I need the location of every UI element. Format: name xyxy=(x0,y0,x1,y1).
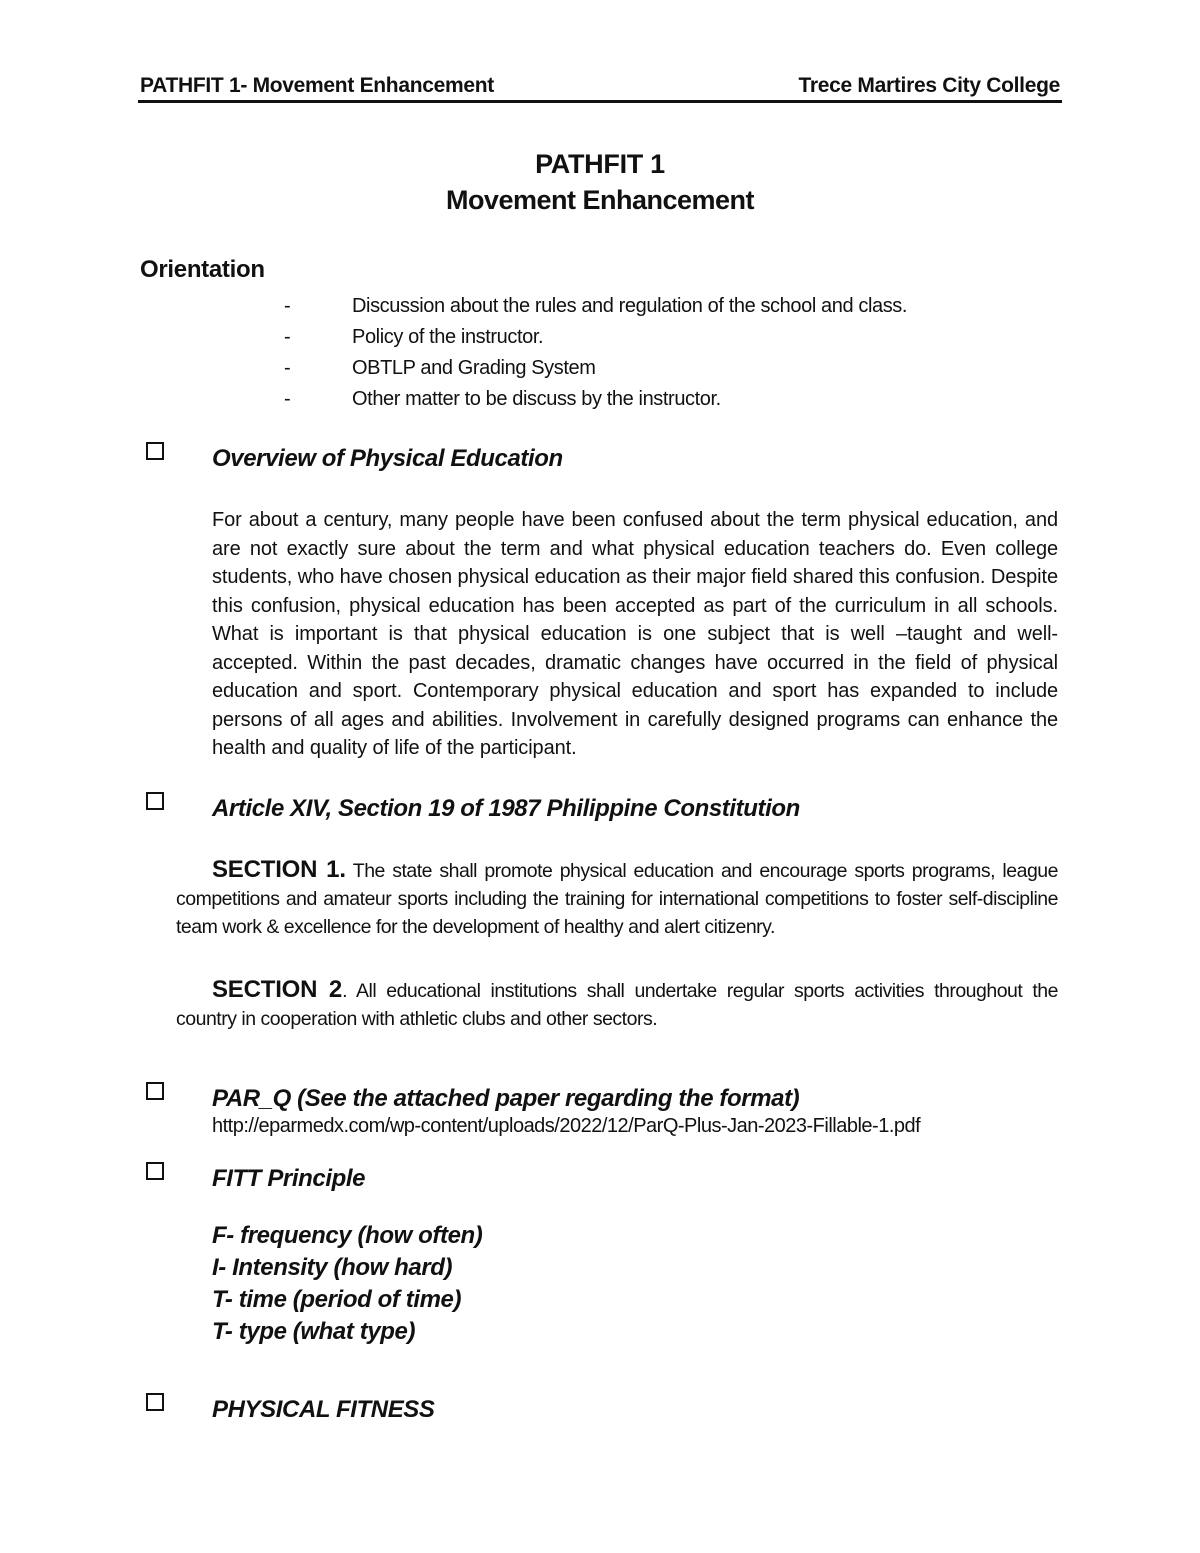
list-item xyxy=(284,291,907,322)
orientation-list xyxy=(284,291,907,415)
title-line-2: Movement Enhancement xyxy=(445,185,755,215)
list-item-text: Other matter to be discuss by the instructor. xyxy=(352,388,721,410)
constitution-title: Article XIV, Section 19 of 1987 Philippine Constitution xyxy=(212,795,800,822)
section-1-label: SECTION 1. xyxy=(212,856,346,883)
header-divider xyxy=(138,100,1062,103)
dash-bullet: - xyxy=(284,326,291,348)
section-1-paragraph xyxy=(176,856,1058,941)
parq-section-heading xyxy=(146,1084,800,1112)
overview-paragraph: For about a century, many people have been confused about the term physical education, and are not exactly sure about the term and what physical education teachers do. Even college students, who have chosen physical education as their major field shared this confusion. Despite this confusion, physical education has been accepted as part of the curriculum in all schools. What is important is that physical education is one subject that is well –taught and well-accepted. Within the past decades, dramatic changes have occurred in the field of physical education and sport. Contemporary physical education and sport has expanded to include persons of all ages and abilities. Involvement in carefully designed programs can enhance the health and quality of life of the participant. xyxy=(212,509,1058,759)
dash-bullet: - xyxy=(284,388,291,410)
fitt-list xyxy=(212,1220,482,1348)
fitt-title: FITT Principle xyxy=(212,1165,366,1192)
checkbox-bullet-icon xyxy=(146,1082,164,1100)
dash-bullet: - xyxy=(284,295,291,317)
fitt-section-heading xyxy=(146,1164,366,1192)
overview-section-heading xyxy=(146,444,563,472)
header-course-title: PATHFIT 1- Movement Enhancement xyxy=(140,74,494,97)
list-item-text: Discussion about the rules and regulation of the school and class. xyxy=(352,295,908,317)
list-item xyxy=(284,353,907,384)
list-item: I- Intensity (how hard) xyxy=(212,1254,453,1281)
list-item: F- frequency (how often) xyxy=(212,1222,483,1249)
constitution-section-heading xyxy=(146,794,800,822)
page-title xyxy=(0,146,1200,218)
parq-url-link[interactable]: http://eparmedx.com/wp-content/uploads/2022/12/ParQ-Plus-Jan-2023-Fillable-1.pdf xyxy=(212,1115,921,1137)
list-item: T- time (period of time) xyxy=(212,1286,462,1313)
section-1-text: The state shall promote physical education and encourage sports programs, league competitions and amateur sports including the training for international competitions to foster self-discipline team work & excellence for the development of healthy and alert citizenry. xyxy=(176,860,1058,938)
list-item-text: Policy of the instructor. xyxy=(352,326,544,348)
header-school-name: Trece Martires City College xyxy=(798,74,1060,97)
dash-bullet: - xyxy=(284,357,291,379)
parq-title: PAR_Q (See the attached paper regarding the format) xyxy=(212,1085,800,1112)
orientation-heading: Orientation xyxy=(140,256,265,283)
section-2-text: . All educational institutions shall undertake regular sports activities throughout the country in cooperation with athletic clubs and other sectors. xyxy=(176,980,1058,1030)
checkbox-bullet-icon xyxy=(146,1162,164,1180)
physical-fitness-title: PHYSICAL FITNESS xyxy=(212,1396,435,1423)
checkbox-bullet-icon xyxy=(146,1393,164,1411)
checkbox-bullet-icon xyxy=(146,442,164,460)
list-item xyxy=(284,322,907,353)
list-item-text: OBTLP and Grading System xyxy=(352,357,596,379)
checkbox-bullet-icon xyxy=(146,792,164,810)
list-item xyxy=(284,384,907,415)
list-item: T- type (what type) xyxy=(212,1318,416,1345)
physical-fitness-section-heading xyxy=(146,1395,435,1423)
title-line-1: PATHFIT 1 xyxy=(535,149,665,179)
overview-title: Overview of Physical Education xyxy=(212,445,563,472)
section-2-label: SECTION 2 xyxy=(212,976,343,1003)
section-2-paragraph xyxy=(176,976,1058,1033)
